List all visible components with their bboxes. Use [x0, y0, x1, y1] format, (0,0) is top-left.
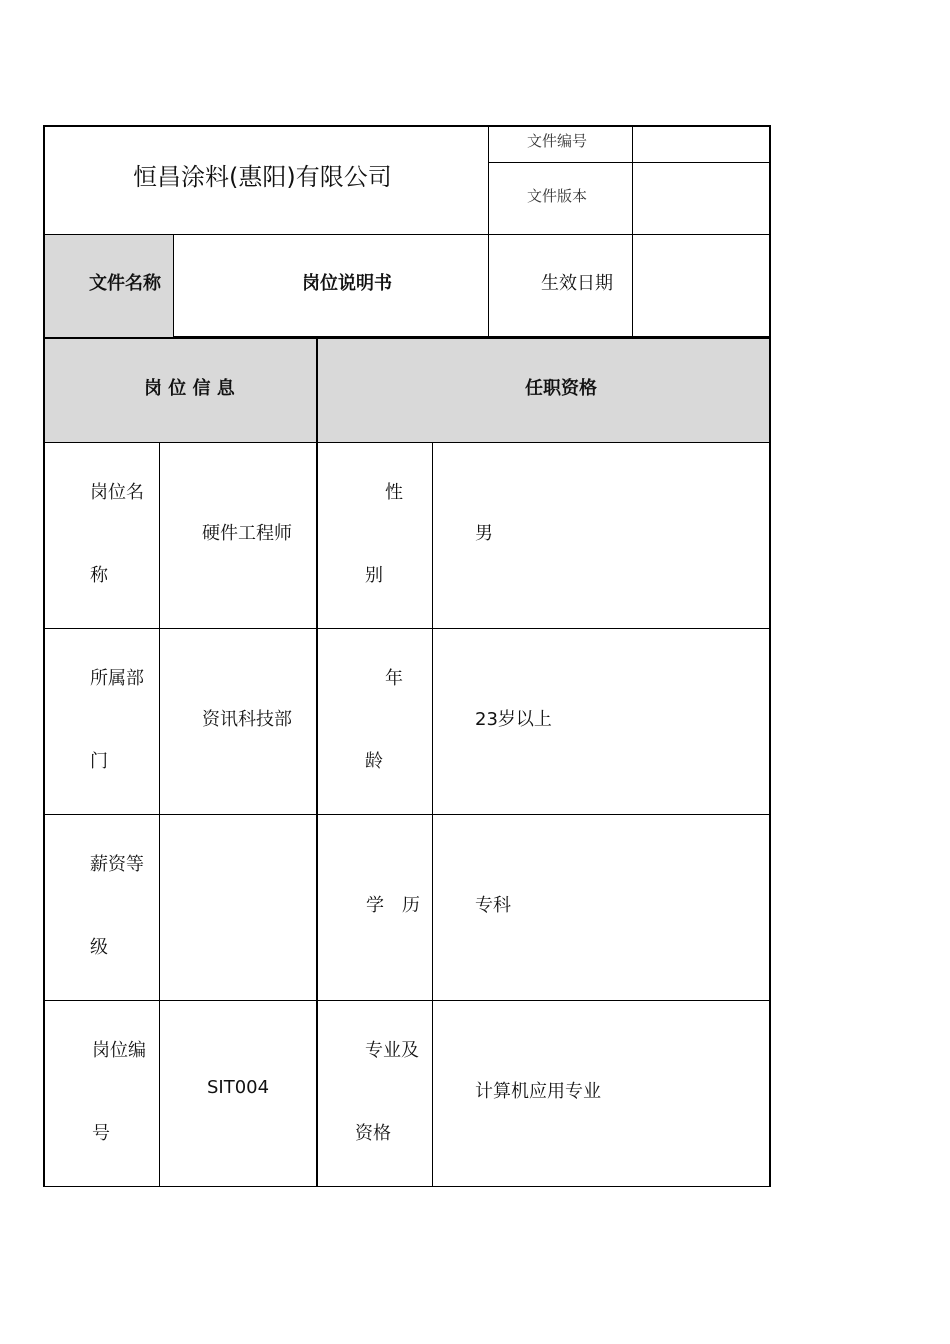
left-column-line	[159, 442, 160, 1187]
doc-name-value: 岗位说明书	[302, 273, 392, 294]
row-divider	[45, 442, 769, 443]
qual-label-line1: 年	[385, 668, 403, 689]
qual-label-line1: 学 历	[366, 895, 420, 916]
qual-value: 专科	[475, 895, 511, 916]
row-value: SIT004	[207, 1077, 270, 1098]
meta-divider	[488, 162, 769, 163]
qual-value: 计算机应用专业	[475, 1081, 601, 1102]
row-label-line1: 岗位名	[90, 482, 144, 503]
row-label-line2: 级	[90, 937, 108, 958]
section-title-qualifications: 任职资格	[525, 378, 597, 399]
qual-label-line1: 性	[385, 482, 403, 503]
doc-name-line	[173, 234, 174, 338]
doc-name-label: 文件名称	[89, 273, 161, 294]
meta-left-line	[488, 127, 489, 338]
effective-date-label: 生效日期	[541, 273, 613, 294]
qual-label-line2: 资格	[355, 1123, 391, 1144]
qual-label-line1: 专业及	[365, 1040, 419, 1061]
row-value: 资讯科技部	[202, 709, 292, 730]
qual-label-line2: 别	[365, 565, 383, 586]
row-label-line2: 称	[90, 565, 108, 586]
doc-number-label: 文件编号	[527, 132, 588, 150]
row-divider	[45, 628, 769, 629]
row-label-line2: 门	[90, 751, 108, 772]
document-header-table	[43, 125, 771, 338]
section-divider	[316, 339, 318, 1187]
right-column-line	[432, 442, 433, 1187]
qual-value: 男	[475, 523, 493, 544]
doc-version-label: 文件版本	[527, 187, 588, 205]
meta-mid-line	[632, 127, 633, 338]
row-label-line1: 所属部	[90, 668, 144, 689]
job-description-table	[43, 337, 771, 1187]
qual-label-line2: 龄	[365, 751, 383, 772]
company-name: 恒昌涂料(惠阳)有限公司	[133, 163, 392, 191]
row-divider	[45, 814, 769, 815]
row-value: 硬件工程师	[202, 523, 292, 544]
row-divider	[45, 1000, 769, 1001]
section-title-position-info: 岗 位 信 息	[144, 378, 235, 399]
row-label-line1: 岗位编	[92, 1040, 146, 1061]
row-label-line2: 号	[92, 1123, 110, 1144]
header-divider	[45, 234, 769, 235]
qual-value: 23岁以上	[475, 709, 552, 730]
row-label-line1: 薪资等	[90, 854, 144, 875]
